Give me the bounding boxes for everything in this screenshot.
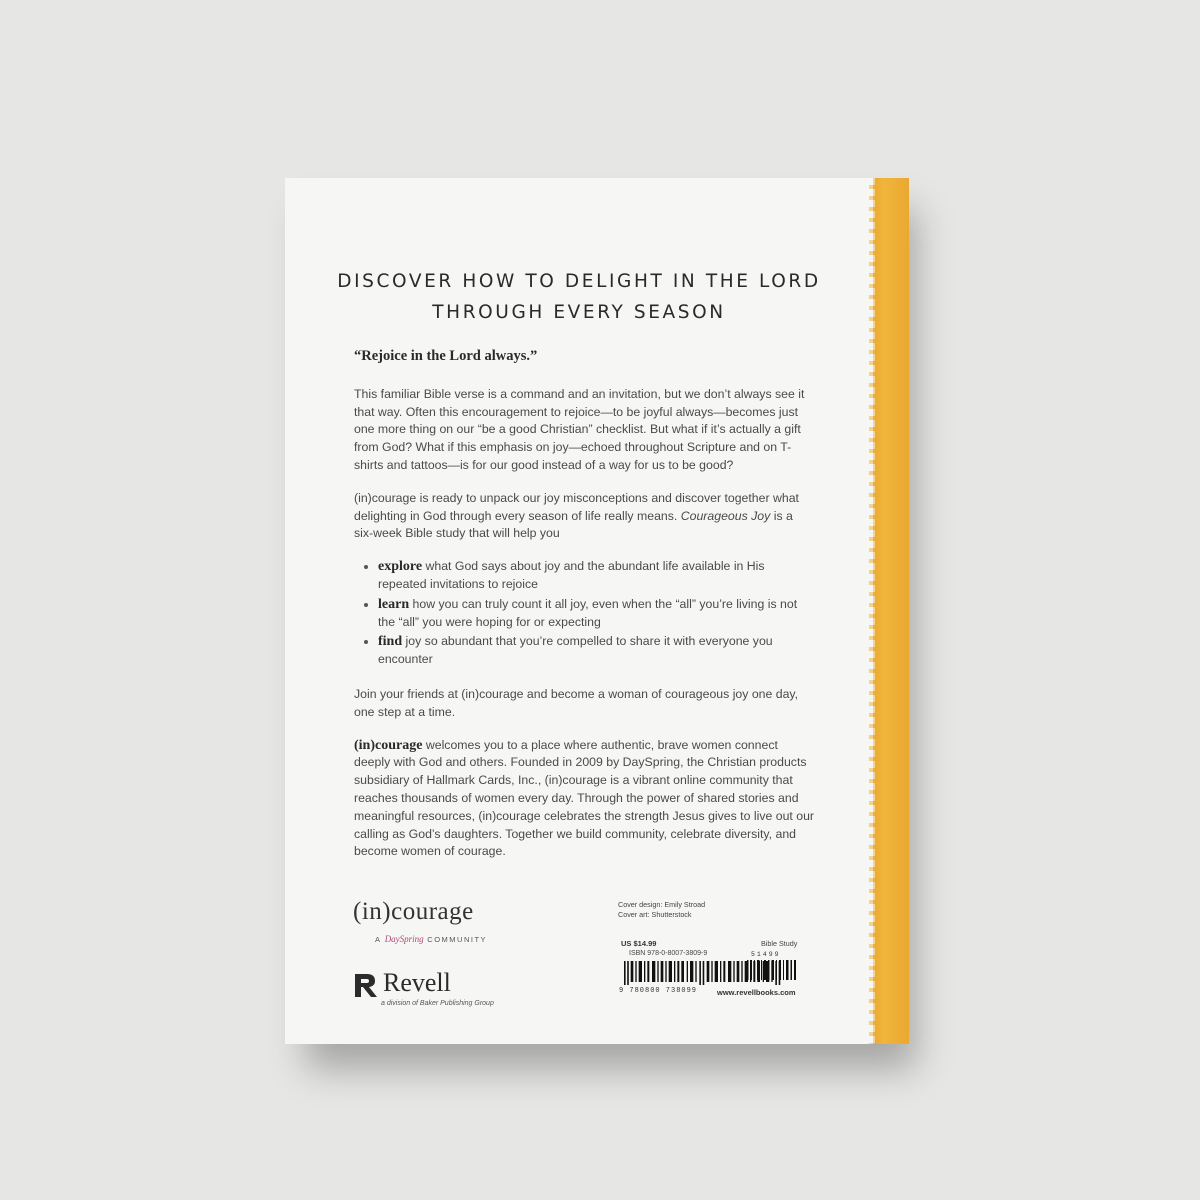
incourage-logo-subtitle (375, 934, 487, 944)
benefit-list (354, 558, 814, 669)
headline-line-1: DISCOVER HOW TO DELIGHT IN THE LORD (337, 271, 821, 292)
dayspring-wordmark: DaySpring (384, 934, 424, 944)
revell-subtitle: a division of Baker Publishing Group (381, 1000, 494, 1007)
cover-credits (618, 900, 705, 920)
bullet-text: how you can truly count it all joy, even when the “all” you’re living is not the “all” you were hoping for or expecting (378, 596, 798, 629)
list-item (354, 633, 814, 669)
cover-design-credit: Cover design: Emily Stroad (618, 900, 706, 909)
book-back-cover (285, 178, 909, 1044)
barcode-addon-number: 51499 (751, 951, 781, 958)
list-item (354, 558, 814, 594)
cover-art-credit: Cover art: Shutterstock (618, 910, 692, 919)
book-spine (873, 178, 909, 1044)
bullet-text: what God says about joy and the abundant life available in His repeated invitations to rejoice (378, 559, 765, 591)
bullet-term: explore (378, 559, 423, 575)
paragraph-1: This familiar Bible verse is a command and an invitation, but we don’t always see it that way. Often this encouragement to rejoice—to be joyful always—becomes just one more thing on our “be a good Christian” checklist. But what if it’s actually a gift from God? What if this emphasis on joy—echoed throughout Scripture and on T-shirts and tattoos—is for our good instead of a way for us to be good? (354, 386, 805, 472)
isbn-label: ISBN 978-0-8007-3809-9 (629, 950, 708, 957)
spine-edge (869, 178, 875, 1044)
barcode-addon-icon (747, 960, 799, 980)
bullet-term: find (378, 634, 403, 650)
incourage-logo: (in)courage (353, 898, 474, 925)
paragraph-2 (354, 490, 814, 543)
body-copy (354, 348, 814, 876)
price-label: US $14.99 (621, 939, 657, 948)
bullet-term: learn (378, 596, 410, 612)
about-lead: (in)courage (354, 737, 423, 753)
paragraph-2-end: is a six-week Bible study that will help you (354, 508, 793, 541)
revell-logo: Revell (383, 968, 451, 997)
barcode-number: 9 780800 738099 (619, 987, 698, 995)
headline-line-2: THROUGH EVERY SEASON (432, 302, 726, 323)
headline (305, 266, 853, 328)
logo-sub-b: COMMUNITY (427, 935, 488, 944)
paragraph-3: Join your friends at (in)courage and become a woman of courageous joy one day, one step at a time. (354, 686, 799, 719)
website-link: www.revellbooks.com (717, 988, 796, 997)
book-title: Courageous Joy (680, 508, 771, 523)
logo-sub-a: A (375, 935, 382, 944)
verse-quote: “Rejoice in the Lord always.” (354, 348, 538, 364)
category-label: Bible Study (761, 939, 798, 948)
about-text: welcomes you to a place where authentic, brave women connect deeply with God and others. Founded in 2009 by DaySpring, the Christian products subsidiary of Hallmark Cards, Inc., (in)courage is a vibrant online community that reaches thousands of women every day. Through the power of shared stories and meaningful resources, (in)courage celebrates the strength Jesus gives to live out our calling as God’s daughters. Together we build community, celebrate diversity, and become women of courage. (354, 737, 815, 859)
about-paragraph (354, 737, 814, 862)
bullet-text: joy so abundant that you’re compelled to share it with everyone you encounter (378, 634, 773, 667)
list-item (354, 596, 814, 632)
paragraph-2-start: (in)courage is ready to unpack our joy misconceptions and discover together what delighting in God through every season of life really means. (354, 490, 799, 523)
revell-logo-icon (353, 971, 379, 999)
